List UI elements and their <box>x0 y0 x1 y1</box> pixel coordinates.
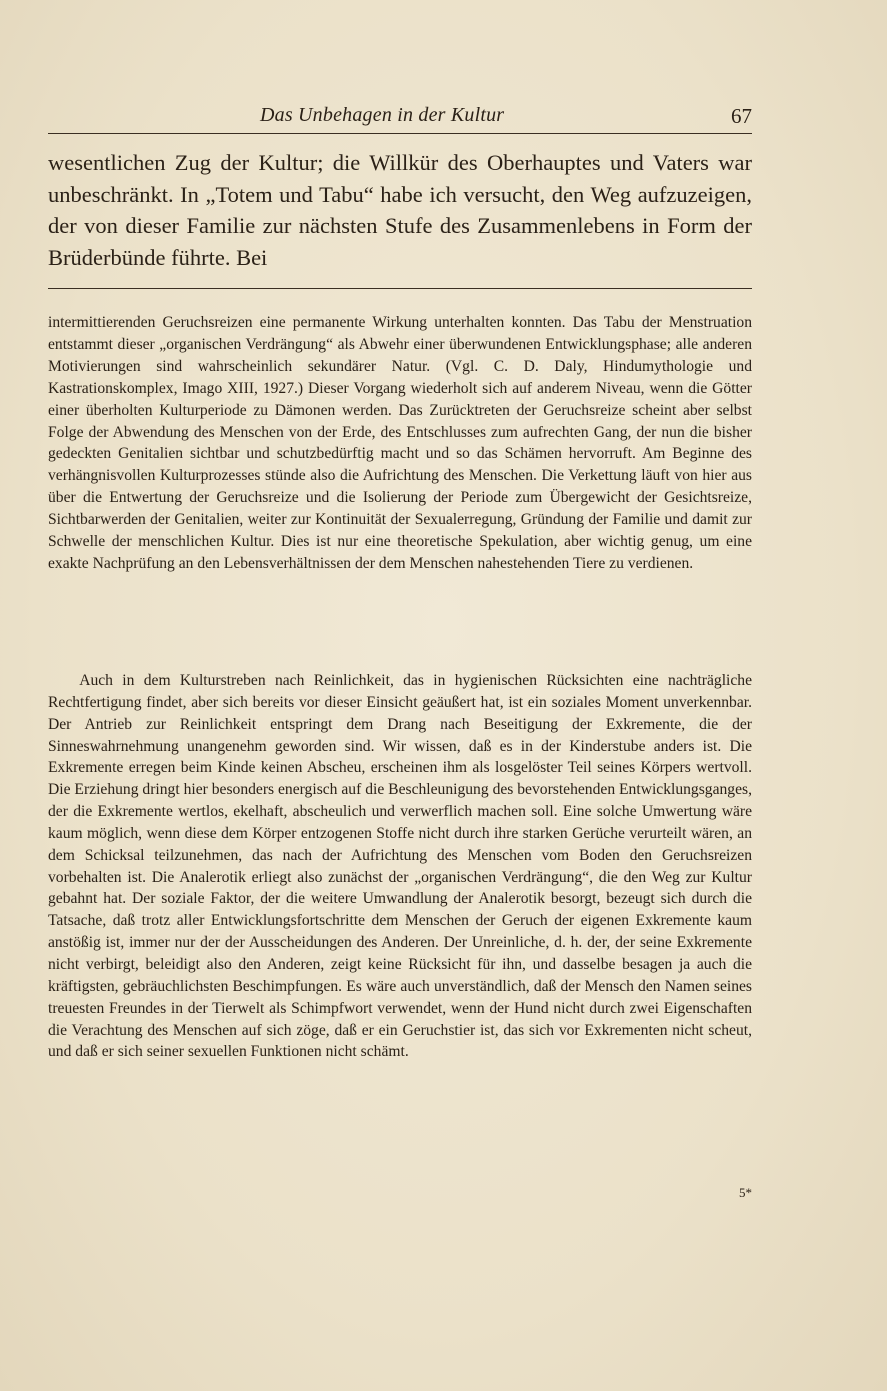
page-number: 67 <box>731 104 752 128</box>
footnote-rule <box>48 288 752 289</box>
page-header <box>48 104 752 132</box>
footnote-paragraph-2: Auch in dem Kulturstreben nach Reinlichkeit, das in hygienischen Rücksichten eine nachträgliche Rechtfertigung findet, aber sich bereits vor dieser Einsicht geäußert hat, ist ein soziales Moment unverkennbar. Der Antrieb zur Reinlichkeit entspringt dem Drang nach Beseitigung der Exkremente, die der Sinneswahrnehmung unangenehm geworden sind. Wir wissen, daß es in der Kinderstube anders ist. Die Exkremente erregen beim Kinde keinen Abscheu, erscheinen ihm als losgelöster Teil seines Körpers wertvoll. Die Erziehung dringt hier besonders energisch auf die Beschleunigung des bevorstehenden Entwicklungsganges, der die Exkremente wertlos, ekelhaft, abscheulich und verwerflich machen soll. Eine solche Umwertung wäre kaum möglich, wenn diese dem Körper entzogenen Stoffe nicht durch ihre starken Gerüche verurteilt wären, an dem Schicksal teilzunehmen, das nach der Aufrichtung des Menschen vom Boden den Geruchsreizen vorbehalten ist. Die Analerotik erliegt also zunächst der „organischen Verdrängung“, die den Weg zur Kultur gebahnt hat. Der soziale Faktor, der die weitere Umwandlung der Analerotik besorgt, bezeugt sich durch die Tatsache, daß trotz aller Entwicklungsfortschritte dem Menschen der Geruch der eigenen Exkremente kaum anstößig ist, immer nur der der Ausscheidungen des Anderen. Der Unreinliche, d. h. der, der seine Exkremente nicht verbirgt, beleidigt also den Anderen, zeigt keine Rücksicht für ihn, und dasselbe besagen ja auch die kräftigsten, gebräuchlichsten Beschimpfungen. Es wäre auch unverständlich, daß der Mensch den Namen seines treuesten Freundes in der Tierwelt als Schimpfwort verwendet, wenn der Hund nicht durch zwei Eigenschaften die Verachtung des Menschen auf sich zöge, daß er ein Geruchstier ist, das sich vor Exkrementen nicht scheut, und daß er sich seiner sexuellen Funktionen nicht schämt. <box>48 672 752 1061</box>
running-title: Das Unbehagen in der Kultur <box>260 104 505 126</box>
footnote-paragraph-1: intermittierenden Geruchsreizen eine permanente Wirkung unterhalten konnten. Das Tabu der Menstruation entstammt dieser „organischen Verdrängung“ als Abwehr einer überwundenen Entwicklungsphase; alle anderen Motivierungen sind wahrscheinlich sekundärer Natur. (Vgl. C. D. Daly, Hindumythologie und Kastrationskomplex, Imago XIII, 1927.) Dieser Vorgang wiederholt sich auf anderem Niveau, wenn die Götter einer überholten Kulturperiode zu Dämonen werden. Das Zurücktreten der Geruchsreize scheint aber selbst Folge der Abwendung des Menschen von der Erde, des Entschlusses zum aufrechten Gang, der nun die bisher gedeckten Genitalien sichtbar und schutzbedürftig macht und so das Schämen hervorruft. Am Beginne des verhängnisvollen Kulturprozesses stünde also die Aufrichtung des Menschen. Die Verkettung läuft von hier aus über die Entwertung der Geruchsreize und die Isolierung der Periode zum Übergewicht der Gesichtsreize, Sichtbarwerden der Genitalien, weiter zur Kontinuität der Sexualerregung, Gründung der Familie und damit zur Schwelle der menschlichen Kultur. Dies ist nur eine theoretische Spekulation, aber wichtig genug, um eine exakte Nachprüfung an den Lebensverhältnissen der dem Menschen nahestehenden Tiere zu verdienen. <box>48 314 752 572</box>
main-text: wesentlichen Zug der Kultur; die Willkür des Oberhauptes und Vaters war unbeschränkt. In „Totem und Tabu“ habe ich versucht, den Weg aufzuzeigen, der von dieser Familie zur nächsten Stufe des Zusammenlebens in Form der Brüderbünde führte. Bei <box>48 150 752 270</box>
signature-mark: 5* <box>739 1185 752 1200</box>
header-rule <box>48 133 752 134</box>
